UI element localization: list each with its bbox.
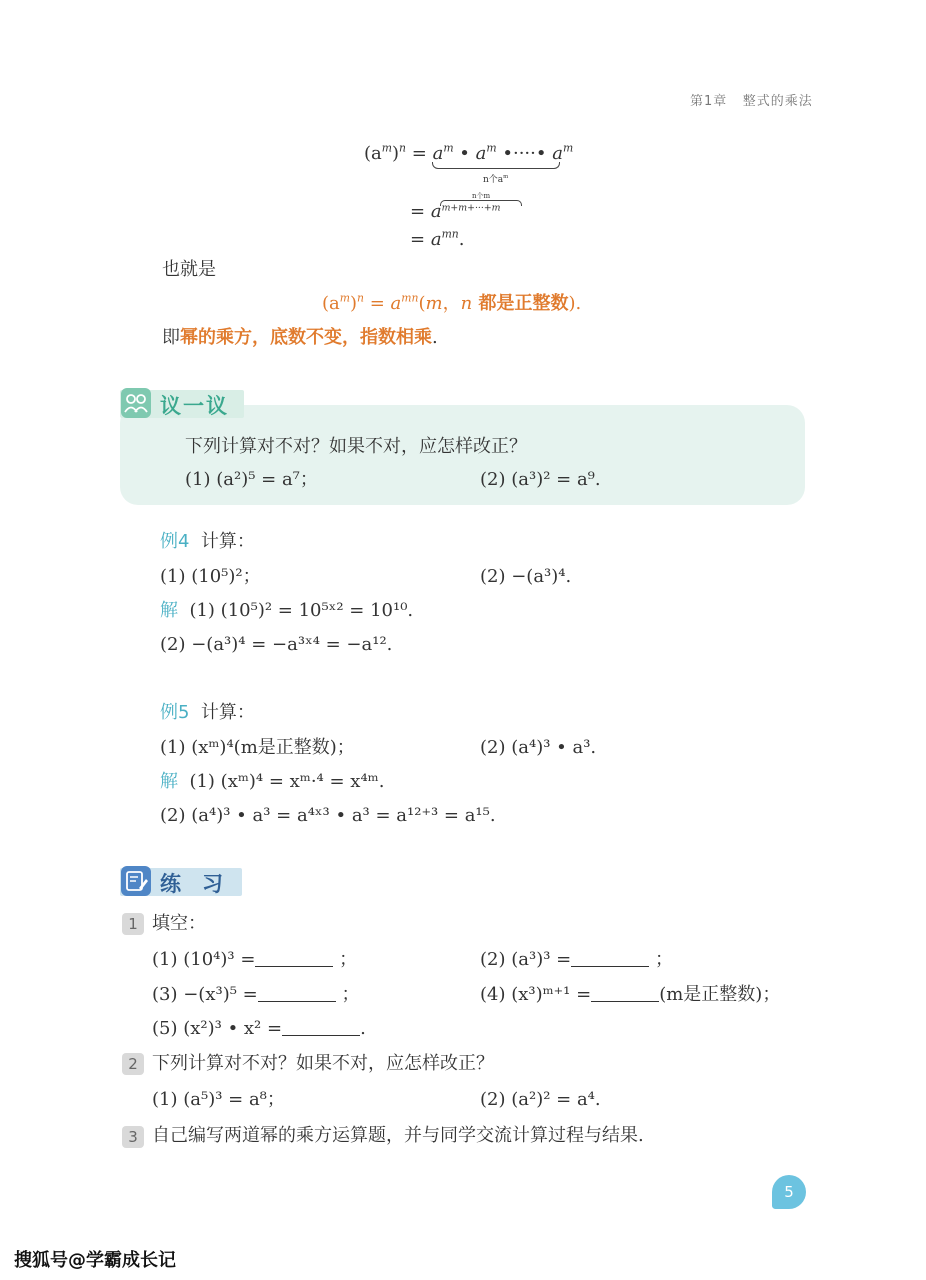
derivation-line-2: = $a^{m+m+\cdot\cdot\cdot+m}$	[410, 201, 501, 222]
power-rule-text: 即幂的乘方，底数不变，指数相乘.	[162, 327, 438, 348]
answer-blank[interactable]	[258, 983, 336, 1002]
discuss-item-1: (1) (a²)⁵ = a⁷；	[185, 469, 318, 490]
discuss-question: 下列计算对不对？如果不对，应怎样改正？	[185, 436, 527, 457]
q2-item-1: (1) (a⁵)³ = a⁸；	[152, 1089, 285, 1110]
example-5-solution-2: (2) (a⁴)³ • a³ = a⁴ˣ³ • a³ = a¹²⁺³ = a¹⁵.	[160, 805, 496, 826]
q1-item-1: (1) (10⁴)³ = ；	[152, 949, 358, 970]
question-1-title: 填空：	[152, 913, 206, 934]
example-4-solution-2: (2) −(a³)⁴ = −a³ˣ⁴ = −a¹².	[160, 634, 393, 655]
example-5-problem-1: (1) (xᵐ)⁴(m是正整数)；	[160, 737, 355, 758]
answer-blank[interactable]	[571, 948, 649, 967]
example-4-solution-1: 解 (1) (10⁵)² = 10⁵ˣ² = 10¹⁰.	[160, 600, 414, 621]
q1-item-4: (4) (x³)ᵐ⁺¹ = (m是正整数)；	[480, 984, 781, 1005]
watermark-text: 搜狐号@学霸成长记	[14, 1250, 176, 1271]
example-4-problem-1: (1) (10⁵)²；	[160, 566, 261, 587]
underbrace-label: n个$a^m$	[483, 174, 509, 185]
answer-blank[interactable]	[591, 983, 659, 1002]
question-2-title: 下列计算对不对？如果不对，应怎样改正？	[152, 1053, 494, 1074]
q1-item-3: (3) −(x³)⁵ = ；	[152, 984, 360, 1005]
question-2-number: 2	[122, 1053, 144, 1075]
q2-item-2: (2) (a²)² = a⁴.	[480, 1089, 601, 1110]
answer-blank[interactable]	[282, 1017, 360, 1036]
underbrace	[432, 162, 560, 169]
page-number-badge: 5	[772, 1175, 806, 1209]
question-3-number: 3	[122, 1126, 144, 1148]
q1-item-2: (2) (a³)³ = ；	[480, 949, 673, 970]
derivation-line-1: $(a^m)^n = a^m$ • $a^m$ •····• $a^m$	[364, 141, 574, 164]
question-1-number: 1	[122, 913, 144, 935]
discuss-item-2: (2) (a³)² = a⁹.	[480, 469, 601, 490]
example-5-problem-2: (2) (a⁴)³ • a³.	[480, 737, 597, 758]
pencil-note-icon	[121, 866, 151, 896]
running-header: 第1章 整式的乘法	[690, 94, 813, 109]
power-rule-formula: $(a^m)^n = a^{mn}(m$，n 都是正整数).	[322, 291, 582, 314]
that-is-text: 也就是	[162, 259, 216, 280]
q1-item-5: (5) (x²)³ • x² = .	[152, 1018, 366, 1039]
example-4-heading: 例4 计算：	[160, 531, 255, 552]
example-5-solution-1: 解 (1) (xᵐ)⁴ = xᵐ·⁴ = x⁴ᵐ.	[160, 771, 385, 792]
example-4-problem-2: (2) −(a³)⁴.	[480, 566, 572, 587]
practice-tab-label: 练 习	[160, 872, 223, 896]
people-group-icon	[121, 388, 151, 418]
answer-blank[interactable]	[255, 948, 333, 967]
derivation-line-3: = $a^{mn}$.	[410, 227, 465, 250]
example-5-heading: 例5 计算：	[160, 702, 255, 723]
question-3-title: 自己编写两道幂的乘方运算题，并与同学交流计算过程与结果.	[152, 1125, 644, 1146]
discuss-tab-label: 议一议	[160, 394, 229, 418]
overbrace-label: n个m	[472, 192, 491, 200]
